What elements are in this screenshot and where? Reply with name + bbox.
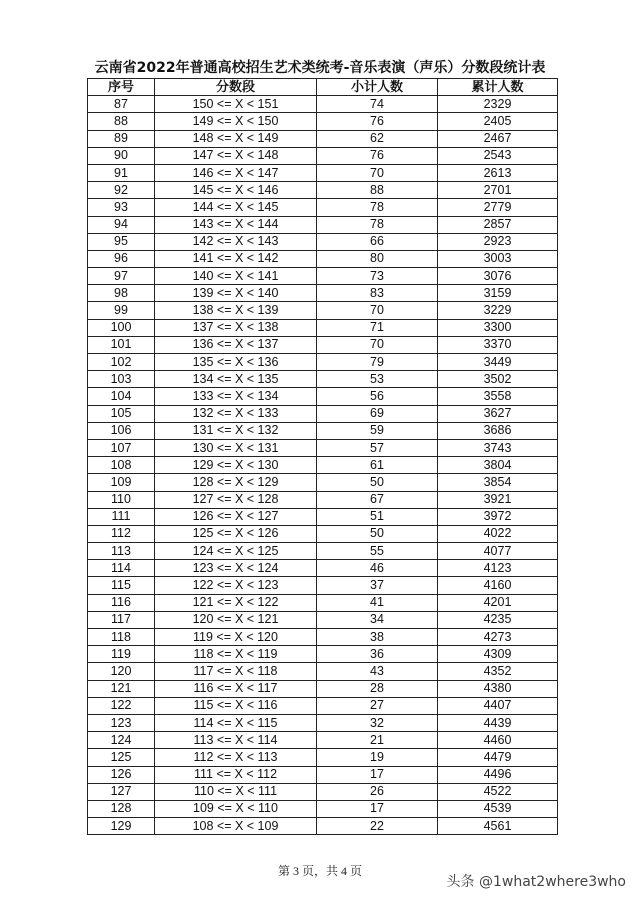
cell-cumulative: 4460 [438, 732, 558, 749]
cell-cumulative: 3370 [438, 336, 558, 353]
cell-cumulative: 3921 [438, 491, 558, 508]
table-row [88, 629, 558, 646]
cell-subtotal: 50 [317, 525, 438, 542]
cell-index: 92 [88, 182, 155, 199]
table-header [88, 79, 558, 96]
table-row [88, 182, 558, 199]
table-row [88, 680, 558, 697]
cell-subtotal: 70 [317, 336, 438, 353]
cell-score-range: 129 <= X < 130 [155, 457, 317, 474]
cell-index: 118 [88, 629, 155, 646]
cell-cumulative: 4309 [438, 646, 558, 663]
table-row [88, 491, 558, 508]
cell-index: 88 [88, 113, 155, 130]
cell-subtotal: 59 [317, 422, 438, 439]
score-table [87, 78, 558, 835]
table-row [88, 302, 558, 319]
cell-index: 90 [88, 147, 155, 164]
cell-cumulative: 2467 [438, 130, 558, 147]
cell-index: 123 [88, 714, 155, 731]
cell-score-range: 111 <= X < 112 [155, 766, 317, 783]
cell-index: 105 [88, 405, 155, 422]
cell-index: 104 [88, 388, 155, 405]
cell-cumulative: 4522 [438, 783, 558, 800]
cell-score-range: 119 <= X < 120 [155, 629, 317, 646]
cell-index: 121 [88, 680, 155, 697]
cell-index: 127 [88, 783, 155, 800]
table-row [88, 663, 558, 680]
cell-index: 128 [88, 800, 155, 817]
table-row [88, 113, 558, 130]
cell-score-range: 136 <= X < 137 [155, 336, 317, 353]
table-row [88, 130, 558, 147]
cell-index: 116 [88, 594, 155, 611]
table-row [88, 508, 558, 525]
cell-index: 110 [88, 491, 155, 508]
cell-cumulative: 2857 [438, 216, 558, 233]
cell-score-range: 150 <= X < 151 [155, 96, 317, 113]
cell-subtotal: 55 [317, 543, 438, 560]
table-row [88, 96, 558, 113]
cell-cumulative: 4273 [438, 629, 558, 646]
header-row [88, 79, 558, 96]
cell-subtotal: 17 [317, 800, 438, 817]
cell-index: 107 [88, 439, 155, 456]
cell-subtotal: 69 [317, 405, 438, 422]
cell-subtotal: 21 [317, 732, 438, 749]
cell-subtotal: 50 [317, 474, 438, 491]
cell-score-range: 135 <= X < 136 [155, 354, 317, 371]
cell-score-range: 109 <= X < 110 [155, 800, 317, 817]
cell-score-range: 140 <= X < 141 [155, 268, 317, 285]
cell-subtotal: 26 [317, 783, 438, 800]
cell-subtotal: 71 [317, 319, 438, 336]
cell-cumulative: 2923 [438, 233, 558, 250]
table-row [88, 543, 558, 560]
cell-score-range: 113 <= X < 114 [155, 732, 317, 749]
table-row [88, 577, 558, 594]
table-row [88, 268, 558, 285]
cell-score-range: 110 <= X < 111 [155, 783, 317, 800]
cell-score-range: 128 <= X < 129 [155, 474, 317, 491]
table-row [88, 405, 558, 422]
cell-cumulative: 4439 [438, 714, 558, 731]
cell-index: 103 [88, 371, 155, 388]
cell-cumulative: 2613 [438, 164, 558, 181]
cell-score-range: 147 <= X < 148 [155, 147, 317, 164]
cell-index: 115 [88, 577, 155, 594]
table-row [88, 732, 558, 749]
cell-index: 119 [88, 646, 155, 663]
cell-score-range: 121 <= X < 122 [155, 594, 317, 611]
cell-score-range: 149 <= X < 150 [155, 113, 317, 130]
table-row [88, 199, 558, 216]
table-row [88, 560, 558, 577]
table-row [88, 474, 558, 491]
cell-cumulative: 4235 [438, 611, 558, 628]
cell-subtotal: 79 [317, 354, 438, 371]
column-header-index: 序号 [88, 79, 155, 96]
cell-score-range: 133 <= X < 134 [155, 388, 317, 405]
cell-subtotal: 66 [317, 233, 438, 250]
table-row [88, 388, 558, 405]
cell-cumulative: 3854 [438, 474, 558, 491]
cell-subtotal: 17 [317, 766, 438, 783]
cell-score-range: 142 <= X < 143 [155, 233, 317, 250]
cell-cumulative: 2543 [438, 147, 558, 164]
cell-cumulative: 4539 [438, 800, 558, 817]
cell-score-range: 108 <= X < 109 [155, 818, 317, 835]
cell-cumulative: 4380 [438, 680, 558, 697]
cell-cumulative: 2701 [438, 182, 558, 199]
cell-subtotal: 80 [317, 250, 438, 267]
table-row [88, 164, 558, 181]
cell-cumulative: 4160 [438, 577, 558, 594]
cell-index: 120 [88, 663, 155, 680]
cell-score-range: 148 <= X < 149 [155, 130, 317, 147]
cell-index: 97 [88, 268, 155, 285]
cell-cumulative: 3229 [438, 302, 558, 319]
cell-score-range: 131 <= X < 132 [155, 422, 317, 439]
cell-index: 117 [88, 611, 155, 628]
cell-index: 125 [88, 749, 155, 766]
cell-subtotal: 34 [317, 611, 438, 628]
cell-index: 113 [88, 543, 155, 560]
cell-subtotal: 51 [317, 508, 438, 525]
cell-cumulative: 3804 [438, 457, 558, 474]
cell-score-range: 137 <= X < 138 [155, 319, 317, 336]
cell-score-range: 118 <= X < 119 [155, 646, 317, 663]
table-row [88, 457, 558, 474]
table-row [88, 766, 558, 783]
cell-subtotal: 76 [317, 147, 438, 164]
cell-score-range: 126 <= X < 127 [155, 508, 317, 525]
cell-index: 109 [88, 474, 155, 491]
table-row [88, 336, 558, 353]
cell-cumulative: 2405 [438, 113, 558, 130]
cell-subtotal: 62 [317, 130, 438, 147]
cell-score-range: 117 <= X < 118 [155, 663, 317, 680]
cell-score-range: 134 <= X < 135 [155, 371, 317, 388]
cell-index: 126 [88, 766, 155, 783]
table-row [88, 371, 558, 388]
cell-cumulative: 4407 [438, 697, 558, 714]
table-row [88, 439, 558, 456]
cell-cumulative: 3743 [438, 439, 558, 456]
cell-cumulative: 4561 [438, 818, 558, 835]
cell-subtotal: 76 [317, 113, 438, 130]
cell-index: 93 [88, 199, 155, 216]
cell-score-range: 138 <= X < 139 [155, 302, 317, 319]
cell-score-range: 116 <= X < 117 [155, 680, 317, 697]
cell-subtotal: 61 [317, 457, 438, 474]
cell-score-range: 139 <= X < 140 [155, 285, 317, 302]
cell-score-range: 141 <= X < 142 [155, 250, 317, 267]
cell-score-range: 122 <= X < 123 [155, 577, 317, 594]
cell-subtotal: 37 [317, 577, 438, 594]
table-row [88, 233, 558, 250]
cell-subtotal: 46 [317, 560, 438, 577]
column-header-cumulative: 累计人数 [438, 79, 558, 96]
cell-score-range: 144 <= X < 145 [155, 199, 317, 216]
cell-cumulative: 4201 [438, 594, 558, 611]
cell-subtotal: 19 [317, 749, 438, 766]
cell-cumulative: 4352 [438, 663, 558, 680]
cell-subtotal: 70 [317, 164, 438, 181]
table-row [88, 354, 558, 371]
cell-score-range: 127 <= X < 128 [155, 491, 317, 508]
cell-cumulative: 3449 [438, 354, 558, 371]
cell-subtotal: 43 [317, 663, 438, 680]
cell-subtotal: 57 [317, 439, 438, 456]
table-row [88, 285, 558, 302]
cell-score-range: 124 <= X < 125 [155, 543, 317, 560]
table-row [88, 216, 558, 233]
table-row [88, 697, 558, 714]
cell-subtotal: 56 [317, 388, 438, 405]
cell-index: 102 [88, 354, 155, 371]
table-row [88, 422, 558, 439]
cell-cumulative: 3972 [438, 508, 558, 525]
cell-index: 122 [88, 697, 155, 714]
cell-cumulative: 4077 [438, 543, 558, 560]
table-row [88, 646, 558, 663]
cell-index: 124 [88, 732, 155, 749]
cell-cumulative: 3003 [438, 250, 558, 267]
cell-subtotal: 28 [317, 680, 438, 697]
cell-cumulative: 4123 [438, 560, 558, 577]
cell-score-range: 132 <= X < 133 [155, 405, 317, 422]
cell-subtotal: 67 [317, 491, 438, 508]
page-title: 云南省2022年普通高校招生艺术类统考-音乐表演（声乐）分数段统计表 [94, 60, 546, 76]
cell-index: 96 [88, 250, 155, 267]
cell-score-range: 143 <= X < 144 [155, 216, 317, 233]
table-row [88, 319, 558, 336]
cell-score-range: 145 <= X < 146 [155, 182, 317, 199]
cell-index: 94 [88, 216, 155, 233]
table-row [88, 714, 558, 731]
cell-subtotal: 41 [317, 594, 438, 611]
cell-cumulative: 2329 [438, 96, 558, 113]
cell-index: 101 [88, 336, 155, 353]
cell-cumulative: 3627 [438, 405, 558, 422]
cell-index: 98 [88, 285, 155, 302]
column-header-subtotal: 小计人数 [317, 79, 438, 96]
cell-cumulative: 4496 [438, 766, 558, 783]
cell-score-range: 123 <= X < 124 [155, 560, 317, 577]
cell-cumulative: 3502 [438, 371, 558, 388]
cell-subtotal: 53 [317, 371, 438, 388]
cell-index: 106 [88, 422, 155, 439]
cell-index: 114 [88, 560, 155, 577]
cell-score-range: 114 <= X < 115 [155, 714, 317, 731]
cell-score-range: 112 <= X < 113 [155, 749, 317, 766]
table-row [88, 250, 558, 267]
cell-subtotal: 83 [317, 285, 438, 302]
cell-subtotal: 27 [317, 697, 438, 714]
table-row [88, 749, 558, 766]
cell-index: 100 [88, 319, 155, 336]
cell-index: 129 [88, 818, 155, 835]
cell-score-range: 120 <= X < 121 [155, 611, 317, 628]
cell-index: 99 [88, 302, 155, 319]
cell-subtotal: 36 [317, 646, 438, 663]
column-header-score-range: 分数段 [155, 79, 317, 96]
cell-subtotal: 78 [317, 216, 438, 233]
cell-index: 112 [88, 525, 155, 542]
cell-index: 111 [88, 508, 155, 525]
cell-subtotal: 78 [317, 199, 438, 216]
watermark: 头条 @1what2where3who [446, 874, 626, 890]
table-body [88, 96, 558, 835]
cell-score-range: 146 <= X < 147 [155, 164, 317, 181]
table-row [88, 818, 558, 835]
cell-cumulative: 3300 [438, 319, 558, 336]
cell-score-range: 115 <= X < 116 [155, 697, 317, 714]
page-footer: 第 3 页，共 4 页 [277, 864, 362, 878]
cell-cumulative: 4479 [438, 749, 558, 766]
table-row [88, 800, 558, 817]
cell-cumulative: 3076 [438, 268, 558, 285]
cell-cumulative: 3558 [438, 388, 558, 405]
cell-score-range: 130 <= X < 131 [155, 439, 317, 456]
cell-cumulative: 4022 [438, 525, 558, 542]
cell-index: 89 [88, 130, 155, 147]
cell-cumulative: 2779 [438, 199, 558, 216]
cell-score-range: 125 <= X < 126 [155, 525, 317, 542]
cell-subtotal: 22 [317, 818, 438, 835]
table-row [88, 525, 558, 542]
cell-subtotal: 73 [317, 268, 438, 285]
table-row [88, 147, 558, 164]
cell-index: 108 [88, 457, 155, 474]
table-row [88, 783, 558, 800]
cell-cumulative: 3159 [438, 285, 558, 302]
cell-index: 91 [88, 164, 155, 181]
table-row [88, 611, 558, 628]
cell-index: 87 [88, 96, 155, 113]
cell-subtotal: 32 [317, 714, 438, 731]
cell-subtotal: 74 [317, 96, 438, 113]
cell-subtotal: 70 [317, 302, 438, 319]
cell-subtotal: 88 [317, 182, 438, 199]
cell-index: 95 [88, 233, 155, 250]
cell-subtotal: 38 [317, 629, 438, 646]
cell-cumulative: 3686 [438, 422, 558, 439]
table-row [88, 594, 558, 611]
